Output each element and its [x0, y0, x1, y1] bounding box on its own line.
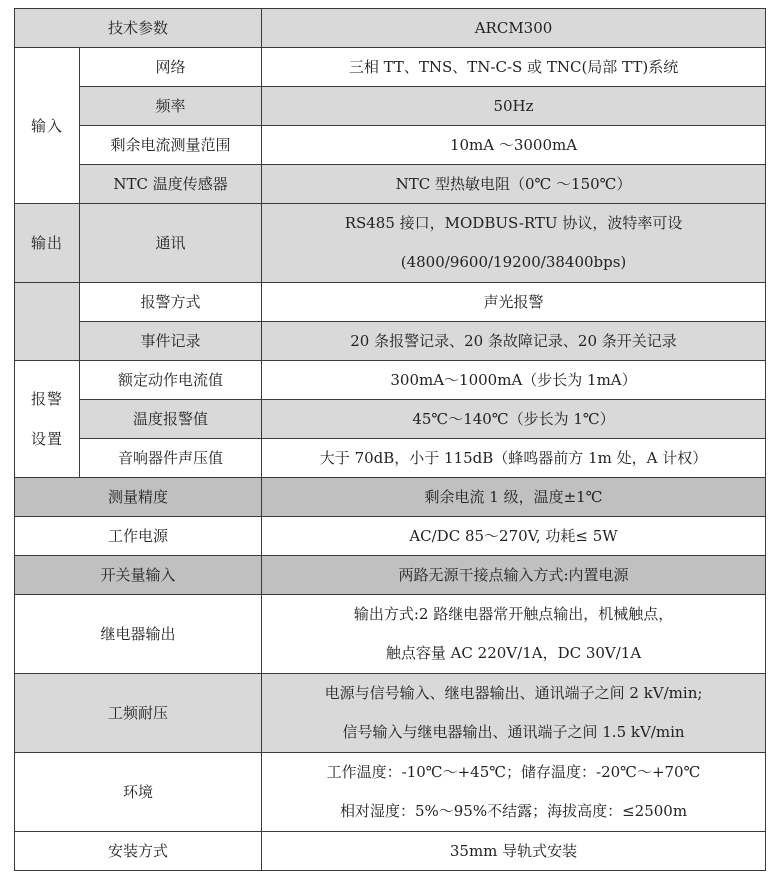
value-line: RS485 接口，MODBUS-RTU 协议，波特率可设	[344, 214, 683, 232]
param-value: 45℃～140℃（步长为 1℃）	[262, 400, 766, 439]
param-label: 测量精度	[15, 478, 262, 517]
value-line: 工作温度：-10℃～+45℃；储存温度：-20℃～+70℃	[326, 763, 701, 781]
table-row	[15, 674, 766, 753]
table-row	[15, 126, 766, 165]
param-value	[262, 204, 766, 283]
param-label: 事件记录	[80, 322, 262, 361]
param-value: 50Hz	[262, 87, 766, 126]
spec-table	[14, 8, 766, 871]
param-value: 两路无源干接点输入方式:内置电源	[262, 556, 766, 595]
table-row	[15, 48, 766, 87]
param-value: 300mA～1000mA（步长为 1mA）	[262, 361, 766, 400]
value-line: 触点容量 AC 220V/1A，DC 30V/1A	[385, 644, 642, 662]
table-row	[15, 595, 766, 674]
value-line: 电源与信号输入、继电器输出、通讯端子之间 2 kV/min;	[324, 684, 703, 702]
param-value	[262, 753, 766, 832]
param-value: NTC 型热敏电阻（0℃ ～150℃）	[262, 165, 766, 204]
table-row	[15, 400, 766, 439]
header-row	[15, 9, 766, 48]
param-value: 20 条报警记录、20 条故障记录、20 条开关记录	[262, 322, 766, 361]
table-row	[15, 87, 766, 126]
param-label: 工频耐压	[15, 674, 262, 753]
value-line: (4800/9600/19200/38400bps)	[400, 253, 627, 271]
table-row	[15, 165, 766, 204]
table-row	[15, 517, 766, 556]
table-row	[15, 322, 766, 361]
param-value: AC/DC 85～270V, 功耗≤ 5W	[262, 517, 766, 556]
param-label: 温度报警值	[80, 400, 262, 439]
param-label: 剩余电流测量范围	[80, 126, 262, 165]
param-label: 开关量输入	[15, 556, 262, 595]
param-value: 大于 70dB，小于 115dB（蜂鸣器前方 1m 处，A 计权）	[262, 439, 766, 478]
table-row	[15, 439, 766, 478]
param-value: 三相 TT、TNS、TN-C-S 或 TNC(局部 TT)系统	[262, 48, 766, 87]
param-label: 额定动作电流值	[80, 361, 262, 400]
param-label: NTC 温度传感器	[80, 165, 262, 204]
param-value: 剩余电流 1 级，温度±1℃	[262, 478, 766, 517]
param-label: 继电器输出	[15, 595, 262, 674]
param-value: 35mm 导轨式安装	[262, 832, 766, 871]
param-value	[262, 674, 766, 753]
param-value: 10mA ～3000mA	[262, 126, 766, 165]
section-alarm-settings-label	[15, 361, 80, 478]
section-output-label: 输出	[15, 204, 80, 283]
section-input-label: 输入	[15, 48, 80, 204]
param-label: 环境	[15, 753, 262, 832]
table-row	[15, 478, 766, 517]
value-line: 信号输入与继电器输出、通讯端子之间 1.5 kV/min	[342, 723, 685, 741]
table-row	[15, 204, 766, 283]
table-row	[15, 832, 766, 871]
param-label: 工作电源	[15, 517, 262, 556]
section-empty-label	[15, 283, 80, 361]
header-model: ARCM300	[262, 9, 766, 48]
param-label: 安装方式	[15, 832, 262, 871]
table-row	[15, 753, 766, 832]
table-row	[15, 556, 766, 595]
param-label: 通讯	[80, 204, 262, 283]
section-label-line: 设置	[30, 430, 63, 448]
param-label: 报警方式	[80, 283, 262, 322]
header-label: 技术参数	[15, 9, 262, 48]
table-row	[15, 361, 766, 400]
param-label: 频率	[80, 87, 262, 126]
param-value	[262, 595, 766, 674]
value-line: 相对湿度：5%～95%不结露；海拔高度：≤2500m	[339, 802, 688, 820]
param-value: 声光报警	[262, 283, 766, 322]
param-label: 音响器件声压值	[80, 439, 262, 478]
section-label-line: 报警	[30, 390, 63, 408]
param-label: 网络	[80, 48, 262, 87]
value-line: 输出方式:2 路继电器常开触点输出，机械触点，	[353, 605, 674, 623]
table-row	[15, 283, 766, 322]
